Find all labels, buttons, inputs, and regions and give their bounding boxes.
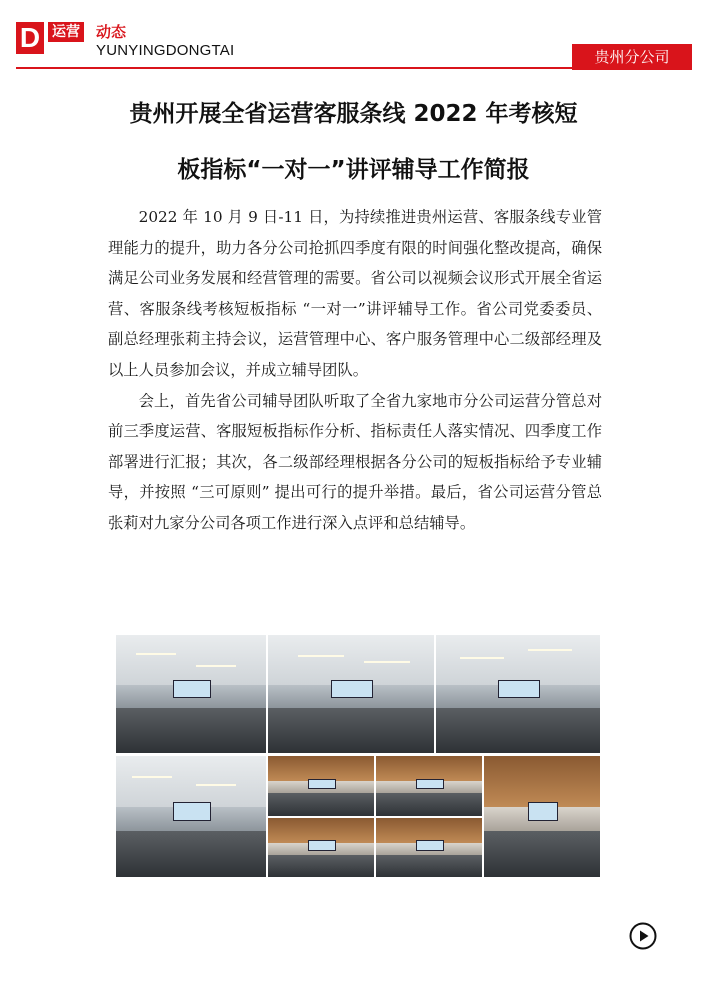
meeting-photo: [376, 756, 482, 816]
meeting-photo-collage: [116, 635, 600, 877]
logo-title-cn: 动态: [96, 23, 127, 41]
meeting-photo: [268, 635, 434, 753]
paragraph: 2022 年 10 月 9 日-11 日，为持续推进贵州运营、客服条线专业管理能力的提升，助力各分公司抢抓四季度有限的时间强化整改提高，确保满足公司业务发展和经营管理的需要。省公司以视频会议形式开展全省运营、客服条线考核短板指标 “一对一”讲评辅导工作。省公司党委委员、副总经理张莉主持会议，运营管理中心、客户服务管理中心二级部经理及以上人员参加会议，并成立辅导团队。: [108, 208, 602, 379]
play-circle-icon: [629, 922, 657, 950]
logo-tag: 运营: [48, 22, 84, 42]
logo-letter: D: [16, 22, 44, 54]
header-divider: [16, 67, 691, 69]
meeting-photo: [436, 635, 600, 753]
meeting-photo: [268, 756, 374, 816]
meeting-photo: [116, 756, 266, 877]
meeting-photo: [484, 756, 600, 877]
document-title-line-2: 板指标“一对一”讲评辅导工作简报: [177, 157, 530, 183]
document-title-line-1: 贵州开展全省运营客服条线 2022 年考核短: [129, 101, 578, 127]
paragraph: 会上，首先省公司辅导团队听取了全省九家地市分公司运营分管总对前三季度运营、客服短板指标作分析、指标责任人落实情况、四季度工作部署进行汇报；其次，各二级部经理根据各分公司的短板指标给予专业辅导，并按照 “三可原则” 提出可行的提升举措。最后，省公司运营分管总张莉对九家分公司各项工作进行深入点评和总结辅导。: [108, 391, 602, 532]
meeting-photo: [376, 818, 482, 877]
meeting-photo: [116, 635, 266, 753]
logo-title-en: YUNYINGDONGTAI: [96, 42, 235, 59]
meeting-photo: [268, 818, 374, 877]
article-body: [108, 202, 602, 539]
play-button[interactable]: [629, 922, 657, 950]
branch-badge: 贵州分公司: [572, 44, 692, 70]
